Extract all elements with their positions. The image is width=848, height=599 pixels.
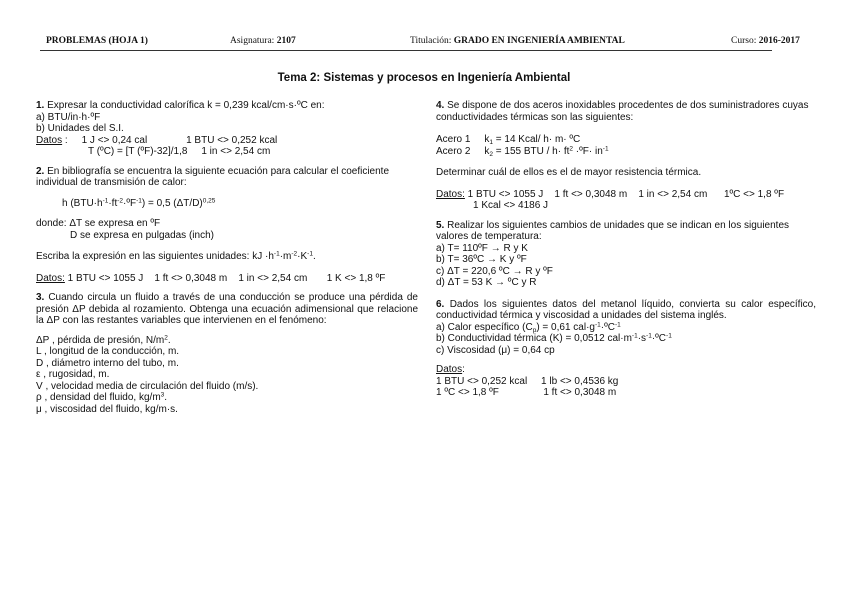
equation: h $(BTU\cdot h^{-1}\cdot ft^{-2}\cdot ºF^{-1}) = 0,5$ $(\Delta T/D)^{0,25}$ xyxy=(62,197,216,209)
right-column xyxy=(436,100,816,399)
page-title: Tema 2: Sistemas y procesos en Ingeniería Ambiental xyxy=(277,72,571,84)
header-doc: PROBLEMAS (HOJA 1) xyxy=(46,36,148,46)
problem-5: 5. Realizar los siguientes cambios de unidades que se indican en los siguientes valores de temperatura: a) T= 110ºF → R y K b) T= 36ºC → K y ºF c) ΔT = 220,6 ºC → R y ºF d) ΔT = 53 K → ºC y R xyxy=(436,219,789,288)
left-column xyxy=(36,100,418,415)
problem-2: 2. En bibliografía se encuentra la siguiente ecuación para calcular el coeficiente individual de transmisión de calor: h $(BTU\cdot h^{-1}\cdot ft^{-2}\cdot ºF^{-1}) = 0,5$ $(\Delta T/D)^{0,25}$ donde: ΔT se expresa en ºF D se expresa en pulgadas (inch) Escriba la expresión en las siguientes unidades: kJ $\cdot h^{-1}\cdot m^{-2}\cdot K^{-1}$. Datos: 1 BTU <> 1055 J 1 ft <> 0,3048 m 1 in <> 2,54 cm 1 K <> 1,8 ºF xyxy=(36,166,418,285)
header-titulacion: Titulación: GRADO EN INGENIERÍA AMBIENTAL xyxy=(410,36,625,46)
problem-6: 6. Dados los siguientes datos del metanol líquido, convierta su calor específico, conductividad térmica y viscosidad a unidades del sistema inglés. a) Calor específico $(C_p) = 0,61$ $cal\cdot g^{-1}\cdot ºC^{-1}$ b) Conductividad térmica (K) = 0,0512 $cal\cdot m^{-1}\cdot s^{-1}\cdot ºC^{-1}$ c) Viscosidad (μ) = 0,64 cp Datos: 1 BTU <> 0,252 kcal 1 lb <> 0,4536 kg 1 ºC <> 1,8 ºF 1 ft <> 0,3048 m xyxy=(436,298,817,398)
problem-3: 3. Cuando circula un fluido a través de una conducción se produce una pérdida de presión ΔP debida al rozamiento. Obtenga una ecuación adimensional que relacione la ΔP con las restantes variables que intervienen en el fenómeno: ΔP , pérdida de presión, $N/m^2$. L , longitud de la conducción, m. D , diámetro interno del tubo, m. ε , rugosidad, m. V , velocidad media de circulación del fluido (m/s). ρ , densidad del fluido, $kg/m^3$. μ , viscosidad del fluido, kg/m·s. xyxy=(36,292,418,415)
header-rule xyxy=(40,50,772,51)
problem-1: 1. Expresar la conductividad calorífica k = 0,239 kcal/cm·s·ºC en: a) BTU/in·h·ºF b) Unidades del S.I. Datos : 1 J <> 0,24 cal 1 BTU <> 0,252 kcal T (ºC) = [T (ºF)-32]/1,8 1 in <> 2,54 cm xyxy=(36,100,325,157)
header-asignatura: Asignatura: 2107 xyxy=(230,36,296,46)
problem-4: 4. Se dispone de dos aceros inoxidables procedentes de dos suministradores cuyas conductividades térmicas son las siguientes: Acero 1 $k_1 = 14$ Kcal/ h· m· ºC Acero 2 $k_2 = 155$ BTU / $h\cdot ft^2$ ·ºF· $in^{-1}$ Determinar cuál de ellos es el de mayor resistencia térmica. Datos: 1 BTU <> 1055 J 1 ft <> 0,3048 m 1 in <> 2,54 cm 1ºC <> 1,8 ºF 1 Kcal <> 4186 J xyxy=(436,100,809,211)
header-curso: Curso: 2016-2017 xyxy=(731,36,800,46)
